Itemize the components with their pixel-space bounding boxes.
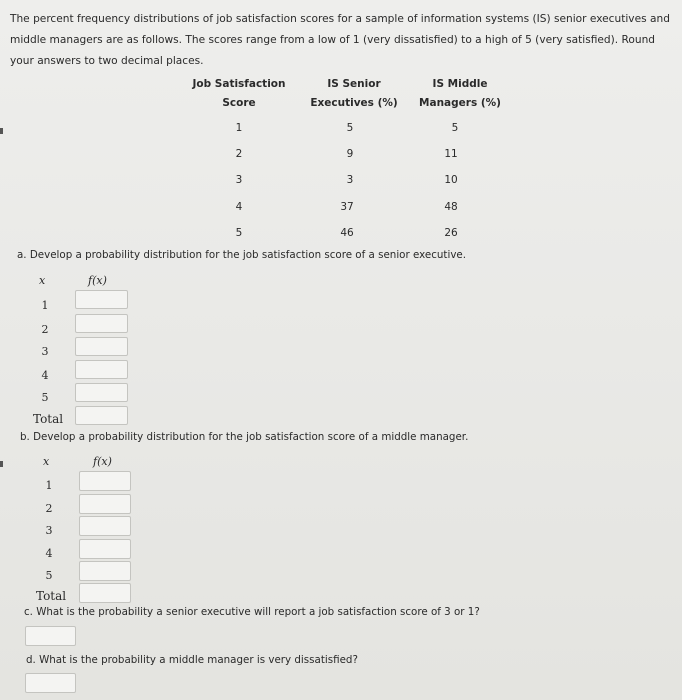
middle-cell: 5 — [451, 122, 459, 134]
x-value: 2 — [45, 502, 53, 515]
question-a: a. Develop a probability distribution for the job satisfaction score of a senior executive. — [17, 249, 467, 261]
fx-input-a-2[interactable] — [75, 314, 128, 333]
senior-cell: 5 — [346, 122, 354, 134]
edge-marker — [0, 128, 3, 134]
fx-input-b-2[interactable] — [79, 494, 131, 514]
score-cell: 2 — [235, 148, 243, 160]
question-b: b. Develop a probability distribution for the job satisfaction score of a middle manager. — [20, 431, 469, 443]
fx-column-header: f(x) — [88, 274, 107, 287]
header-is-senior-executives: IS Senior Executives (%) — [310, 78, 398, 109]
answer-input-d[interactable] — [25, 673, 76, 693]
fx-input-a-1[interactable] — [75, 290, 128, 309]
senior-cell: 37 — [340, 201, 354, 213]
header-job-satisfaction-score: Job Satisfaction Score — [192, 78, 286, 109]
score-cell: 5 — [235, 227, 243, 239]
answer-input-c[interactable] — [25, 626, 76, 646]
x-value: 2 — [41, 323, 49, 336]
fx-input-b-3[interactable] — [79, 516, 131, 536]
x-value: 1 — [45, 479, 53, 492]
problem-intro: The percent frequency distributions of job satisfaction scores for a sample of information systems (IS) senior executives and middle managers are as follows. The scores range from a low of 1 (very dissatisfied) to a high of 5 (very satisfied). Round your answers to two decimal places. — [10, 13, 670, 67]
score-cell: 1 — [235, 122, 243, 134]
senior-cell: 3 — [346, 174, 354, 186]
header-is-middle-managers: IS Middle Managers (%) — [419, 78, 501, 109]
edge-marker — [0, 461, 3, 467]
x-value: 5 — [41, 391, 49, 404]
x-column-header: x — [43, 455, 50, 468]
total-label-b: Total — [36, 589, 67, 603]
x-value: 5 — [45, 569, 53, 582]
question-c: c. What is the probability a senior executive will report a job satisfaction score of 3 or 1? — [24, 606, 480, 618]
fx-input-a-4[interactable] — [75, 360, 128, 379]
middle-cell: 26 — [444, 227, 458, 239]
fx-input-b-total[interactable] — [79, 583, 131, 603]
fx-input-b-4[interactable] — [79, 539, 131, 559]
x-value: 3 — [41, 345, 49, 358]
score-cell: 4 — [235, 201, 243, 213]
fx-column-header: f(x) — [93, 455, 112, 468]
fx-input-a-5[interactable] — [75, 383, 128, 402]
x-value: 1 — [41, 299, 49, 312]
score-cell: 3 — [235, 174, 243, 186]
total-label-a: Total — [33, 412, 64, 426]
fx-input-b-5[interactable] — [79, 561, 131, 581]
fx-input-a-3[interactable] — [75, 337, 128, 356]
x-value: 3 — [45, 524, 53, 537]
question-d: d. What is the probability a middle manager is very dissatisfied? — [26, 654, 358, 666]
x-value: 4 — [45, 547, 53, 560]
x-column-header: x — [39, 274, 46, 287]
senior-cell: 9 — [346, 148, 354, 160]
senior-cell: 46 — [340, 227, 354, 239]
middle-cell: 10 — [444, 174, 458, 186]
fx-input-a-total[interactable] — [75, 406, 128, 425]
middle-cell: 48 — [444, 201, 458, 213]
middle-cell: 11 — [444, 148, 458, 160]
fx-input-b-1[interactable] — [79, 471, 131, 491]
x-value: 4 — [41, 369, 49, 382]
